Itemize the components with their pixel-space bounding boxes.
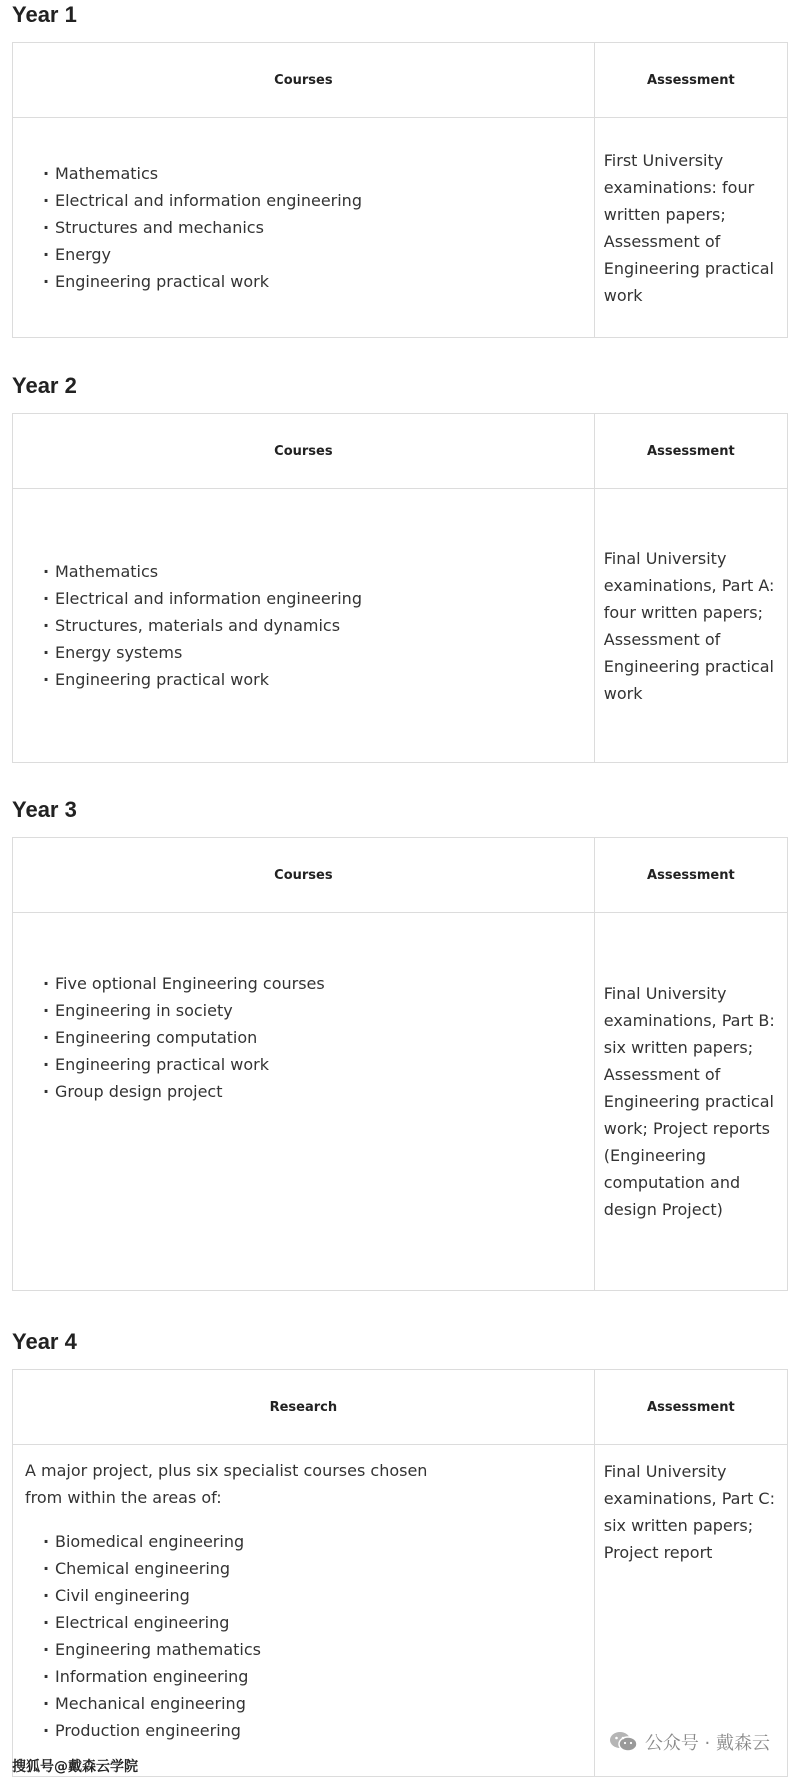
course-item: · Engineering computation (43, 1024, 584, 1051)
course-list (22, 1528, 584, 1744)
course-item: · Electrical engineering (43, 1609, 584, 1636)
course-item: · Mathematics (43, 558, 584, 585)
year-2-table (12, 413, 788, 763)
year-1-table (12, 42, 788, 338)
course-item: · Five optional Engineering courses (43, 970, 584, 997)
course-item: · Biomedical engineering (43, 1528, 584, 1555)
courses-cell (13, 489, 595, 763)
course-list (43, 160, 584, 295)
wechat-icon (609, 1730, 639, 1754)
course-item: · Engineering practical work (43, 666, 584, 693)
course-item: · Mathematics (43, 160, 584, 187)
year-1-heading: Year 1 (12, 2, 77, 27)
research-header: Research (13, 1370, 595, 1445)
assessment-header: Assessment (594, 43, 787, 118)
course-item: · Energy (43, 241, 584, 268)
assessment-cell: Final University examinations, Part B: six written papers; Assessment of Engineering practical work; Project reports (Engineering computation and design Project) (594, 913, 787, 1291)
course-item: · Group design project (43, 1078, 584, 1105)
assessment-cell: Final University examinations, Part A: four written papers; Assessment of Engineering practical work (594, 489, 787, 763)
course-item: · Energy systems (43, 639, 584, 666)
course-item: · Engineering in society (43, 997, 584, 1024)
course-item: · Structures and mechanics (43, 214, 584, 241)
research-intro: A major project, plus six specialist courses chosen from within the areas of: (25, 1461, 428, 1507)
assessment-cell: Final University examinations, Part C: six written papers; Project report (594, 1445, 787, 1777)
assessment-header: Assessment (594, 1370, 787, 1445)
course-item: · Electrical and information engineering (43, 187, 584, 214)
course-item: · Production engineering (43, 1717, 584, 1744)
courses-header: Courses (13, 414, 595, 489)
courses-header: Courses (13, 43, 595, 118)
course-item: · Information engineering (43, 1663, 584, 1690)
course-list (43, 970, 584, 1105)
assessment-header: Assessment (594, 414, 787, 489)
courses-cell (13, 1445, 595, 1777)
year-3-table (12, 837, 788, 1291)
course-item: · Chemical engineering (43, 1555, 584, 1582)
year-2-heading: Year 2 (12, 373, 77, 398)
course-list (43, 558, 584, 693)
sohu-watermark: 搜狐号@戴森云学院 (12, 1759, 138, 1775)
course-item: · Engineering practical work (43, 1051, 584, 1078)
courses-cell (13, 913, 595, 1291)
courses-header: Courses (13, 838, 595, 913)
wechat-account-label: 公众号 · 戴森云 (644, 1733, 770, 1754)
assessment-header: Assessment (594, 838, 787, 913)
assessment-cell: First University examinations: four written papers; Assessment of Engineering practical work (594, 118, 787, 338)
course-item: · Electrical and information engineering (43, 585, 584, 612)
year-4-heading: Year 4 (12, 1329, 77, 1354)
course-item: · Civil engineering (43, 1582, 584, 1609)
year-4-table (12, 1369, 788, 1777)
course-item: · Engineering practical work (43, 268, 584, 295)
wechat-watermark (609, 1729, 770, 1755)
course-item: · Structures, materials and dynamics (43, 612, 584, 639)
course-item: · Mechanical engineering (43, 1690, 584, 1717)
courses-cell (13, 118, 595, 338)
course-item: · Engineering mathematics (43, 1636, 584, 1663)
year-3-heading: Year 3 (12, 797, 77, 822)
